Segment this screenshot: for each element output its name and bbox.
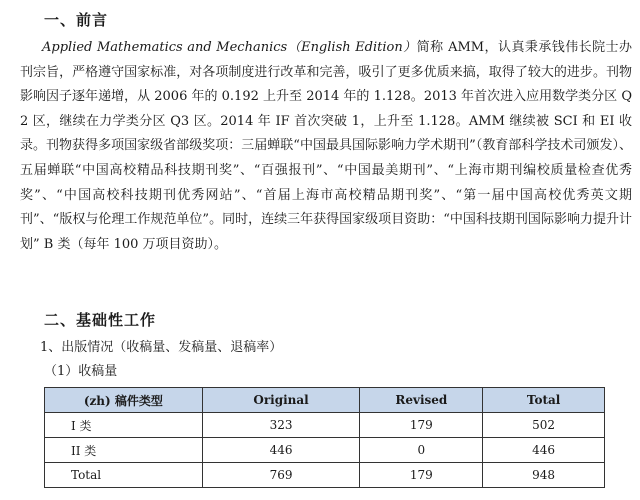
table-row	[45, 438, 605, 463]
cell-original: 323	[202, 413, 360, 438]
preface-body: 简称 AMM，认真秉承钱伟长院士办刊宗旨，严格遵守国家标准，对各项制度进行改革和完善，吸引了更多优质来搞，取得了较大的进步。刊物影响因子逐年递增，从 2006 年的 0.192 上升至 2014 年的 1.128。2013 年首次进入应用数学类分区 Q2 区，继续在力学类分区 Q3 区。2014 年 IF 首次突破 1，上升至 1.128。AMM 继续被 SCI 和 EI 收录。刊物获得多项国家级省部级奖项：三届蝉联“中国最具国际影响力学术期刊”（教育部科学技术司颁发）、五届蝉联“中国高校精品科技期刊奖”、“百强报刊”、“中国最美期刊”、“上海市期刊编校质量检查优秀奖”、“中国高校科技期刊优秀网站”、“首届上海市高校精品期刊奖”、“第一届中国高校优秀英文期刊”、“版权与伦理工作规范单位”。同时，连续三年获得国家级项目资助：“中国科技期刊国际影响力提升计划” B 类（每年 100 万项目资助）。	[20, 40, 632, 252]
cell-revised: 0	[360, 438, 483, 463]
row-label: I 类	[45, 413, 203, 438]
header-total: Total	[483, 388, 605, 413]
cell-total: 446	[483, 438, 605, 463]
cell-original: 769	[202, 463, 360, 488]
table-header-row	[45, 388, 605, 413]
row-label: Total	[45, 463, 203, 488]
subheading-submissions: （1）收稿量	[44, 364, 118, 379]
section-heading-basic-work: 二、基础性工作	[44, 311, 157, 329]
cell-total: 948	[483, 463, 605, 488]
header-revised: Revised	[360, 388, 483, 413]
table-row	[45, 463, 605, 488]
header-type: (zh) 稿件类型	[45, 388, 203, 413]
preface-paragraph	[20, 36, 632, 257]
subheading-publication: 1、出版情况（收稿量、发稿量、退稿率）	[40, 340, 283, 355]
row-label: II 类	[45, 438, 203, 463]
cell-revised: 179	[360, 413, 483, 438]
section-heading-preface: 一、前言	[44, 11, 109, 29]
submission-table	[44, 387, 605, 488]
cell-original: 446	[202, 438, 360, 463]
cell-total: 502	[483, 413, 605, 438]
journal-name: Applied Mathematics and Mechanics（English Edition）	[42, 40, 417, 55]
table-row	[45, 413, 605, 438]
cell-revised: 179	[360, 463, 483, 488]
header-original: Original	[202, 388, 360, 413]
